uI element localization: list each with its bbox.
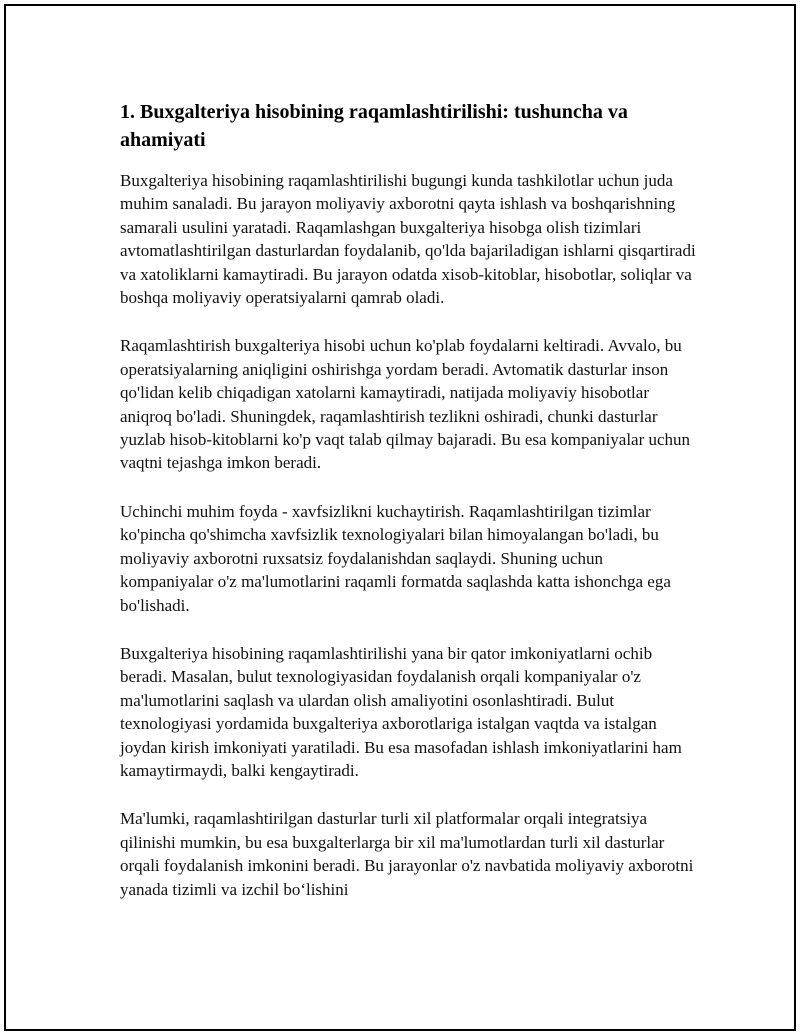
paragraph-1: Buxgalteriya hisobining raqamlashtirilishi bugungi kunda tashkilotlar uchun juda muhim sanaladi. Bu jarayon moliyaviy axborotni qayta ishlash va boshqarishning samarali usulini yaratadi. Raqamlashgan buxgalteriya hisobga olish tizimlari avtomatlashtirilgan dasturlardan foydalanib, qo'lda bajariladigan ishlarni qisqartiradi va xatoliklarni kamaytiradi. Bu jarayon odatda xisob-kitoblar, hisobotlar, soliqlar va boshqa moliyaviy operatsiyalarni qamrab oladi.	[120, 171, 696, 308]
paragraph-5: Ma'lumki, raqamlashtirilgan dasturlar turli xil platformalar orqali integratsiya qilinishi mumkin, bu esa buxgalterlarga bir xil ma'lumotlardan turli xil dasturlar orqali foydalanish imkonini beradi. Bu jarayonlar o'z navbatida moliyaviy axborotni yanada tizimli va izchil bo‘lishini	[120, 809, 694, 899]
paragraph-3: Uchinchi muhim foyda - xavfsizlikni kuchaytirish. Raqamlashtirilgan tizimlar ko'pincha qo'shimcha xavfsizlik texnologiyalari bilan himoyalangan bo'ladi, bu moliyaviy axborotni ruxsatsiz foydalanishdan saqlaydi. Shuning uchun kompaniyalar o'z ma'lumotlarini raqamli formatda saqlashda katta ishonchga ega bo'lishadi.	[120, 501, 671, 615]
paragraph-2: Raqamlashtirish buxgalteriya hisobi uchun ko'plab foydalarni keltiradi. Avvalo, bu operatsiyalarning aniqligini oshirishga yordam beradi. Avtomatik dasturlar inson qo'lidan kelib chiqadigan xatolarni kamaytiradi, natijada moliyaviy hisobotlar aniqroq bo'ladi. Shuningdek, raqamlashtirish tezlikni oshiradi, chunki dasturlar yuzlab hisob-kitoblarni ko'p vaqt talab qilmay bajaradi. Bu esa kompaniyalar uchun vaqtni tejashga imkon beradi.	[120, 336, 691, 473]
section-heading: 1. Buxgalteriya hisobining raqamlashtirilishi: tushuncha va ahamiyati	[120, 101, 628, 151]
page-frame	[4, 4, 796, 1031]
document-body	[120, 98, 700, 926]
paragraph-4: Buxgalteriya hisobining raqamlashtirilishi yana bir qator imkoniyatlarni ochib beradi. Masalan, bulut texnologiyasidan foydalanish orqali kompaniyalar o'z ma'lumotlarini saqlash va ulardan olish amaliyotini osonlashtiradi. Bulut texnologiyasi yordamida buxgalteriya axborotlariga istalgan vaqtda va istalgan joydan kirish imkoniyati yaratiladi. Bu esa masofadan ishlash imkoniyatlarini ham kamaytirmaydi, balki kengaytiradi.	[120, 643, 682, 780]
